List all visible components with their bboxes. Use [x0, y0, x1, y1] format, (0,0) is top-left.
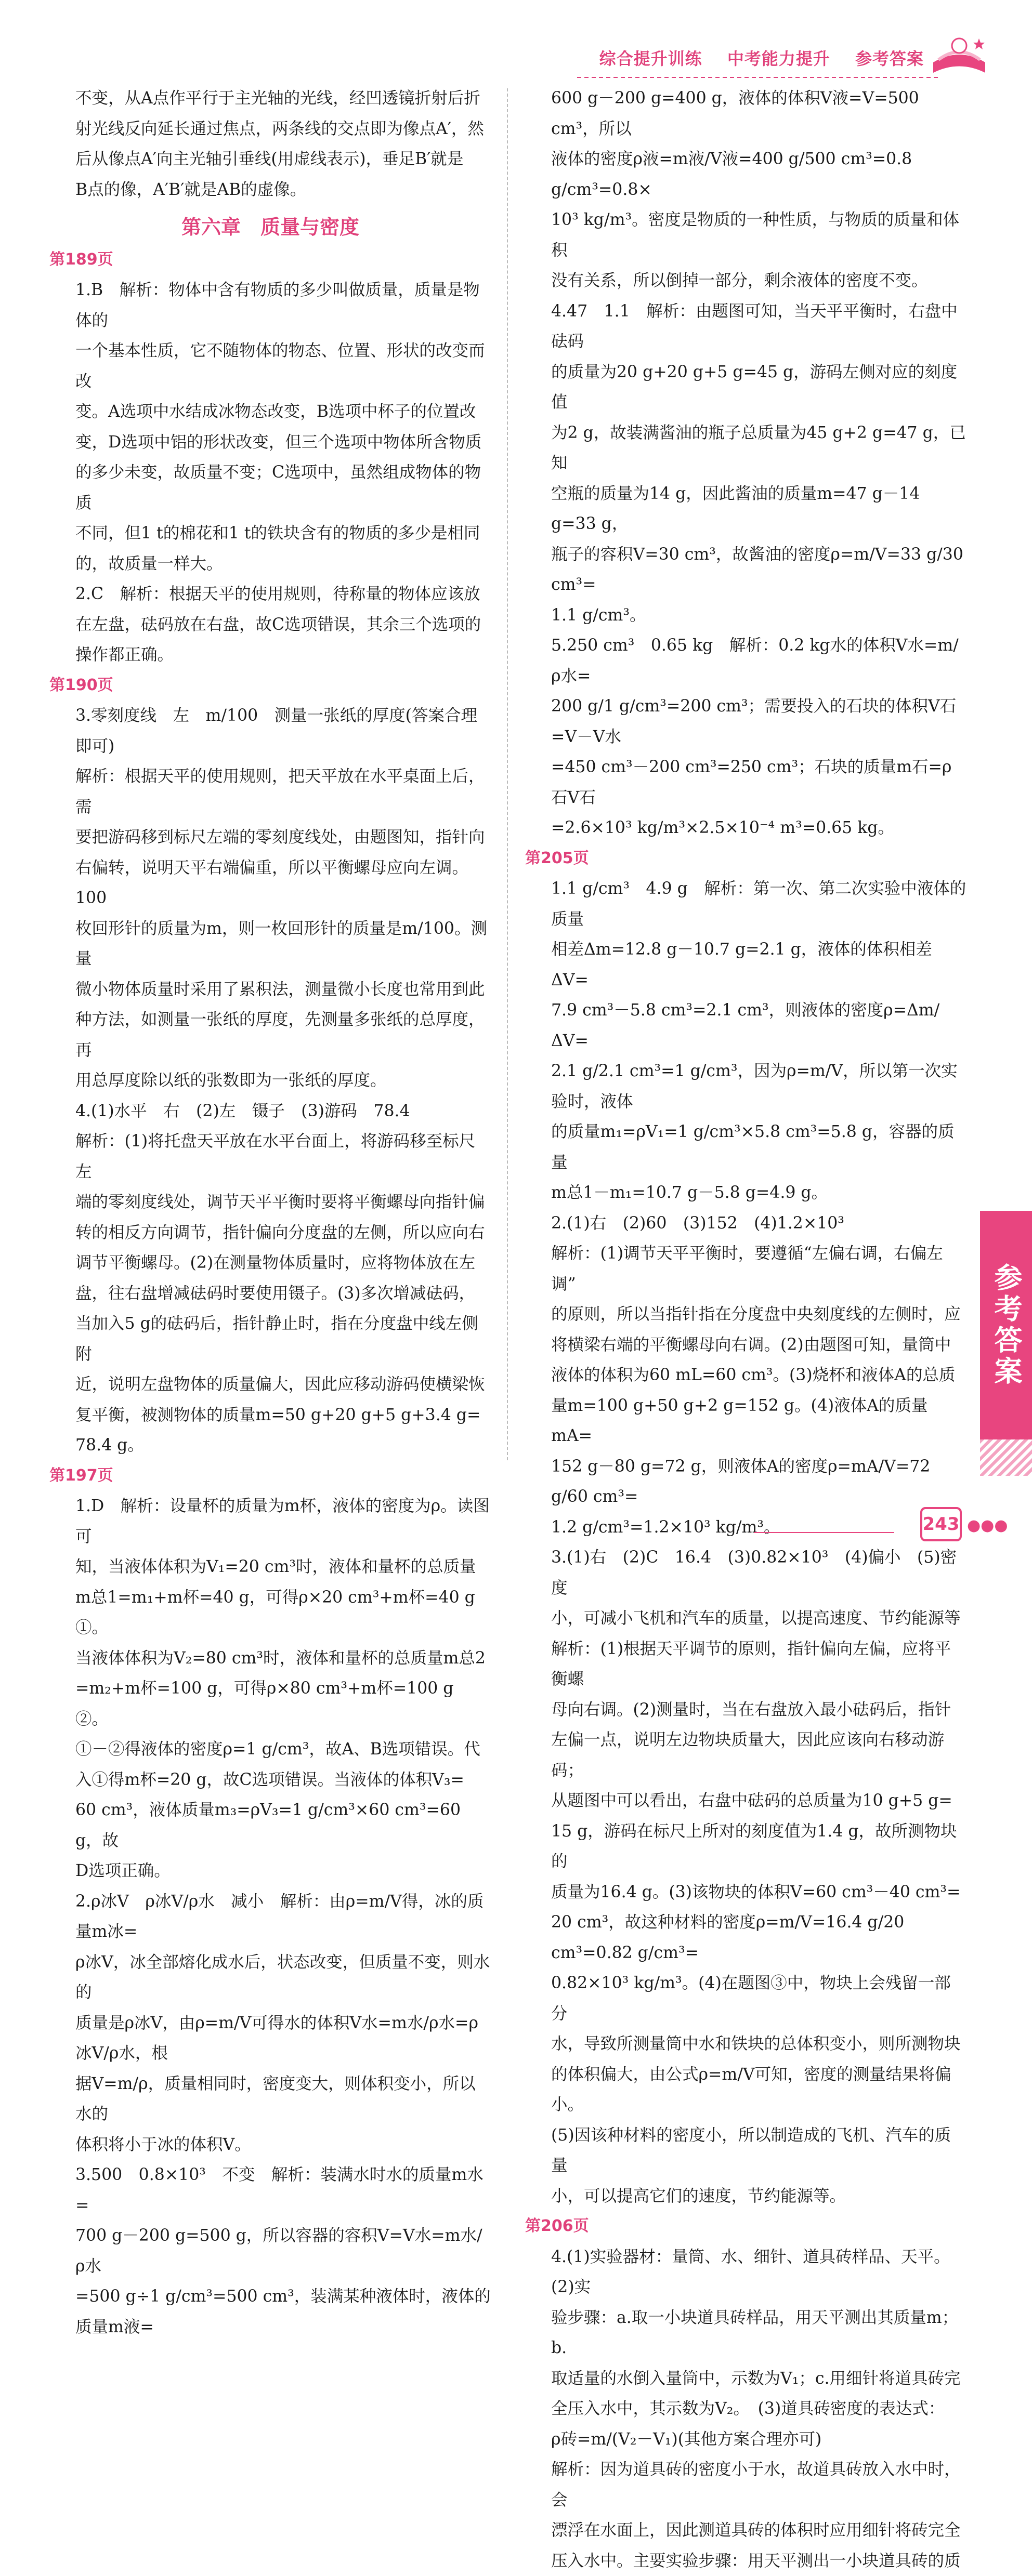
text-line: 10³ kg/m³。密度是物质的一种性质，与物质的质量和体积	[551, 205, 967, 266]
dots-decoration-icon: ●●●	[967, 1516, 1008, 1535]
text-line: =2.6×10³ kg/m³×2.5×10⁻⁴ m³=0.65 kg。	[551, 813, 967, 843]
answer-3	[49, 701, 491, 1096]
text-line: 没有关系，所以倒掉一部分，剩余液体的密度不变。	[551, 266, 967, 296]
text-line: 种方法，如测量一张纸的厚度，先测量多张纸的总厚度，再	[75, 1005, 491, 1065]
text-line: 盘，往右盘增减砝码时要使用镊子。(3)多次增减砝码，	[75, 1278, 491, 1309]
text-line: m总1－m₁=10.7 g－5.8 g=4.9 g。	[551, 1178, 967, 1208]
text-line: 20 cm³，故这种材料的密度ρ=m/V=16.4 g/20 cm³=0.82 g/cm³=	[551, 1907, 967, 1968]
text-line: 不变，从A点作平行于主光轴的光线，经凹透镜折射后折	[75, 83, 491, 114]
page-ref-205: 第205页	[525, 843, 967, 874]
text-line: 操作都正确。	[75, 640, 491, 670]
text-line: 小，可以提高它们的速度，节约能源等。	[551, 2181, 967, 2212]
text-line: 母向右调。(2)测量时，当在右盘放入最小砝码后，指针	[551, 1695, 967, 1725]
answer-d3	[525, 1542, 967, 2211]
text-line: 0.82×10³ kg/m³。(4)在题图③中，物块上会残留一部分	[551, 1968, 967, 2029]
answer-d1	[525, 874, 967, 1208]
text-line: 解析：(1)调节天平平衡时，要遵循“左偏右调，右偏左调”	[551, 1238, 967, 1299]
text-line: 1.D 解析：设量杯的质量为m杯，液体的密度为ρ。读图可	[75, 1491, 491, 1552]
text-line: 瓶子的容积V=30 cm³，故酱油的密度ρ=m/V=33 g/30 cm³=	[551, 539, 967, 600]
text-line: =500 g÷1 g/cm³=500 cm³，装满某种液体时，液体的质量m液=	[75, 2281, 491, 2342]
text-line: 1.1 g/cm³。	[551, 600, 967, 631]
text-line: 压入水中。主要实验步骤：用天平测出一小块道具砖的质	[551, 2546, 967, 2576]
text-line: 2.C 解析：根据天平的使用规则，待称量的物体应该放	[75, 579, 491, 610]
text-line: 液体的密度ρ液=m液/V液=400 g/500 cm³=0.8 g/cm³=0.8×	[551, 144, 967, 205]
answer-d2	[525, 1208, 967, 1543]
text-line: m总1=m₁+m杯=40 g，可得ρ×20 cm³+m杯=40 g ①。	[75, 1582, 491, 1643]
text-line: 7.9 cm³－5.8 cm³=2.1 cm³，则液体的密度ρ=Δm/ΔV=	[551, 995, 967, 1056]
text-line: 1.B 解析：物体中含有物质的多少叫做质量，质量是物体的	[75, 275, 491, 336]
answer-c1	[525, 83, 967, 296]
text-line: 将横梁右端的平衡螺母向右调。(2)由题图可知，量筒中	[551, 1330, 967, 1360]
text-line: 在左盘，砝码放在右盘，故C选项错误，其余三个选项的	[75, 610, 491, 640]
text-line: =m₂+m杯=100 g，可得ρ×80 cm³+m杯=100 g ②。	[75, 1673, 491, 1734]
text-line: 端的零刻度线处，调节天平平衡时要将平衡螺母向指针偏	[75, 1187, 491, 1218]
text-line: 知，当液体体积为V₁=20 cm³时，液体和量杯的总质量	[75, 1552, 491, 1582]
page-ref-190: 第190页	[49, 670, 491, 701]
text-line: 当液体体积为V₂=80 cm³时，液体和量杯的总质量m总2	[75, 1643, 491, 1674]
text-line: 右偏转，说明天平右端偏重，所以平衡螺母应向左调。100	[75, 853, 491, 914]
text-line: 水，导致所测量筒中水和铁块的总体积变小，则所测物块	[551, 2029, 967, 2059]
answer-b1	[49, 1491, 491, 1886]
text-line: 5.250 cm³ 0.65 kg 解析：0.2 kg水的体积V水=m/ρ水=	[551, 630, 967, 691]
text-line: 60 cm³，液体质量m₃=ρV₃=1 g/cm³×60 cm³=60 g，故	[75, 1795, 491, 1856]
text-line: ρ砖=m/(V₂－V₁)(其他方案合理亦可)	[551, 2424, 967, 2455]
text-line: 变，D选项中铝的形状改变，但三个选项中物体所含物质	[75, 427, 491, 458]
text-line: 4.(1)水平 右 (2)左 镊子 (3)游码 78.4	[75, 1096, 491, 1127]
right-column	[525, 83, 967, 2576]
text-line: 据V=m/ρ，质量相同时，密度变大，则体积变小，所以水的	[75, 2069, 491, 2130]
text-line: 的质量为20 g+20 g+5 g=45 g，游码左侧对应的刻度值	[551, 357, 967, 418]
text-line: 质量为16.4 g。(3)该物块的体积V=60 cm³－40 cm³=	[551, 1877, 967, 1908]
side-tab-decoration	[980, 1439, 1032, 1476]
text-line: 的体积偏大，由公式ρ=m/V可知，密度的测量结果将偏小。	[551, 2059, 967, 2120]
text-line: 射光线反向延长通过焦点，两条线的交点即为像点A′，然	[75, 114, 491, 144]
text-line: 2.(1)右 (2)60 (3)152 (4)1.2×10³	[551, 1208, 967, 1239]
text-line: 700 g－200 g=500 g，所以容器的容积V=V水=m水/ρ水	[75, 2221, 491, 2281]
text-line: D选项正确。	[75, 1856, 491, 1886]
text-line: 转的相反方向调节，指针偏向分度盘的左侧，所以应向右	[75, 1218, 491, 1248]
text-line: 用总厚度除以纸的张数即为一张纸的厚度。	[75, 1065, 491, 1096]
text-line: 小，可减小飞机和汽车的质量，以提高速度、节约能源等	[551, 1603, 967, 1634]
text-line: 要把游码移到标尺左端的零刻度线处，由题图知，指针向	[75, 822, 491, 853]
text-line: 后从像点A′向主光轴引垂线(用虚线表示)，垂足B′就是	[75, 144, 491, 175]
text-line: 200 g/1 g/cm³=200 cm³；需要投入的石块的体积V石=V－V水	[551, 691, 967, 752]
text-line: 的质量m₁=ρV₁=1 g/cm³×5.8 cm³=5.8 g，容器的质量	[551, 1117, 967, 1178]
answer-c5	[525, 630, 967, 843]
answer-4	[49, 1096, 491, 1461]
answer-b2	[49, 1886, 491, 2160]
header-item-3: 参考答案	[855, 49, 924, 69]
text-line: 一个基本性质，它不随物体的物态、位置、形状的改变而改	[75, 336, 491, 397]
chapter-title: 第六章 质量与密度	[49, 212, 491, 243]
answer-b3	[49, 2160, 491, 2342]
text-line: 15 g，游码在标尺上所对的刻度值为1.4 g，故所测物块的	[551, 1816, 967, 1877]
text-line: 1.2 g/cm³=1.2×10³ kg/m³。	[551, 1512, 967, 1543]
text-line: 变。A选项中水结成冰物态改变，B选项中杯子的位置改	[75, 397, 491, 427]
text-line: 取适量的水倒入量筒中，示数为V₁；c.用细针将道具砖完	[551, 2363, 967, 2394]
header-item-2: 中考能力提升	[727, 49, 830, 69]
text-line: 调节平衡螺母。(2)在测量物体质量时，应将物体放在左	[75, 1248, 491, 1278]
text-line: 质量是ρ冰V，由ρ=m/V可得水的体积V水=m水/ρ水=ρ冰V/ρ水，根	[75, 2008, 491, 2069]
text-line: 空瓶的质量为14 g，因此酱油的质量m=47 g－14 g=33 g，	[551, 479, 967, 539]
text-line: 1.1 g/cm³ 4.9 g 解析：第一次、第二次实验中液体的质量	[551, 874, 967, 934]
text-line: 152 g－80 g=72 g，则液体A的密度ρ=mA/V=72 g/60 cm³=	[551, 1451, 967, 1512]
text-line: 解析：(1)根据天平调节的原则，指针偏向左偏，应将平衡螺	[551, 1634, 967, 1695]
text-line: 为2 g，故装满酱油的瓶子总质量为45 g+2 g=47 g，已知	[551, 418, 967, 479]
text-line: 不同，但1 t的棉花和1 t的铁块含有的物质的多少是相同	[75, 518, 491, 549]
text-line: 3.(1)右 (2)C 16.4 (3)0.82×10³ (4)偏小 (5)密度	[551, 1542, 967, 1603]
text-line: B点的像，A′B′就是AB的虚像。	[75, 175, 491, 205]
text-line: ρ冰V，冰全部熔化成水后，状态改变，但质量不变，则水的	[75, 1947, 491, 2008]
text-line: 枚回形针的质量为m，则一枚回形针的质量是m/100。测量	[75, 914, 491, 974]
text-line: 600 g－200 g=400 g，液体的体积V液=V=500 cm³，所以	[551, 83, 967, 144]
text-line: 全压入水中，其示数为V₂。 (3)道具砖密度的表达式：	[551, 2394, 967, 2424]
text-line: 4.47 1.1 解析：由题图可知，当天平平衡时，右盘中砝码	[551, 296, 967, 357]
text-line: 当加入5 g的砝码后，指针静止时，指在分度盘中线左侧附	[75, 1309, 491, 1369]
header-bar	[581, 46, 924, 70]
text-line: 验步骤：a.取一小块道具砖样品，用天平测出其质量m；b.	[551, 2303, 967, 2363]
header-divider	[577, 77, 941, 78]
text-line: 4.(1)实验器材：量筒、水、细针、道具砖样品、天平。 (2)实	[551, 2242, 967, 2303]
footer-line	[754, 1532, 894, 1533]
text-line: 从题图中可以看出，右盘中砝码的总质量为10 g+5 g=	[551, 1786, 967, 1816]
answer-e4	[525, 2242, 967, 2576]
page-ref-206: 第206页	[525, 2211, 967, 2242]
text-line: 2.ρ冰V ρ冰V/ρ水 减小 解析：由ρ=m/V得，冰的质量m冰=	[75, 1886, 491, 1947]
text-line: 的，故质量一样大。	[75, 549, 491, 579]
answer-2	[49, 579, 491, 670]
side-tab-answers: 参考答案	[980, 1211, 1032, 1439]
page-ref-197: 第197页	[49, 1461, 491, 1491]
text-line: 3.500 0.8×10³ 不变 解析：装满水时水的质量m水=	[75, 2160, 491, 2221]
page-number: 243	[920, 1507, 962, 1541]
text-line: 解析：因为道具砖的密度小于水，故道具砖放入水中时，会	[551, 2454, 967, 2515]
text-line: 的原则，所以当指针指在分度盘中央刻度线的左侧时，应	[551, 1299, 967, 1330]
text-line: 微小物体质量时采用了累积法，测量微小长度也常用到此	[75, 974, 491, 1005]
page-ref-189: 第189页	[49, 245, 491, 275]
text-line: 漂浮在水面上，因此测道具砖的体积时应用细针将砖完全	[551, 2515, 967, 2546]
text-line: 2.1 g/2.1 cm³=1 g/cm³，因为ρ=m/V，所以第一次实验时，液体	[551, 1056, 967, 1117]
answer-1	[49, 275, 491, 579]
text-line: 近，说明左盘物体的质量偏大，因此应移动游码使横梁恢	[75, 1369, 491, 1400]
text-line: (5)因该种材料的密度小，所以制造成的飞机、汽车的质量	[551, 2120, 967, 2181]
text-line: 的多少未变，故质量不变；C选项中，虽然组成物体的物质	[75, 457, 491, 518]
text-line: 78.4 g。	[75, 1430, 491, 1461]
text-line: =450 cm³－200 cm³=250 cm³；石块的质量m石=ρ石V石	[551, 752, 967, 813]
text-line: 解析：根据天平的使用规则，把天平放在水平桌面上后，需	[75, 761, 491, 822]
header-item-1: 综合提升训练	[599, 49, 702, 69]
answer-c4	[525, 296, 967, 631]
text-line: 复平衡，被测物体的质量m=50 g+20 g+5 g+3.4 g=	[75, 1400, 491, 1431]
column-divider	[507, 88, 508, 1460]
left-column	[49, 83, 491, 2342]
text-line: 相差Δm=12.8 g－10.7 g=2.1 g，液体的体积相差ΔV=	[551, 934, 967, 995]
text-line: 液体的体积为60 mL=60 cm³。(3)烧杯和液体A的总质	[551, 1360, 967, 1391]
text-line: 体积将小于冰的体积V。	[75, 2130, 491, 2160]
book-logo-icon	[928, 31, 990, 78]
text-line: 左偏一点，说明左边物块质量大，因此应该向右移动游码；	[551, 1725, 967, 1786]
text-line: 量m=100 g+50 g+2 g=152 g。(4)液体A的质量mA=	[551, 1391, 967, 1451]
text-line: 3.零刻度线 左 m/100 测量一张纸的厚度(答案合理即可)	[75, 701, 491, 761]
text-line: 入①得m杯=20 g，故C选项错误。当液体的体积V₃=	[75, 1765, 491, 1795]
intro-block	[49, 83, 491, 205]
text-line: 解析：(1)将托盘天平放在水平台面上，将游码移至标尺左	[75, 1126, 491, 1187]
text-line: ①－②得液体的密度ρ=1 g/cm³，故A、B选项错误。代	[75, 1734, 491, 1765]
